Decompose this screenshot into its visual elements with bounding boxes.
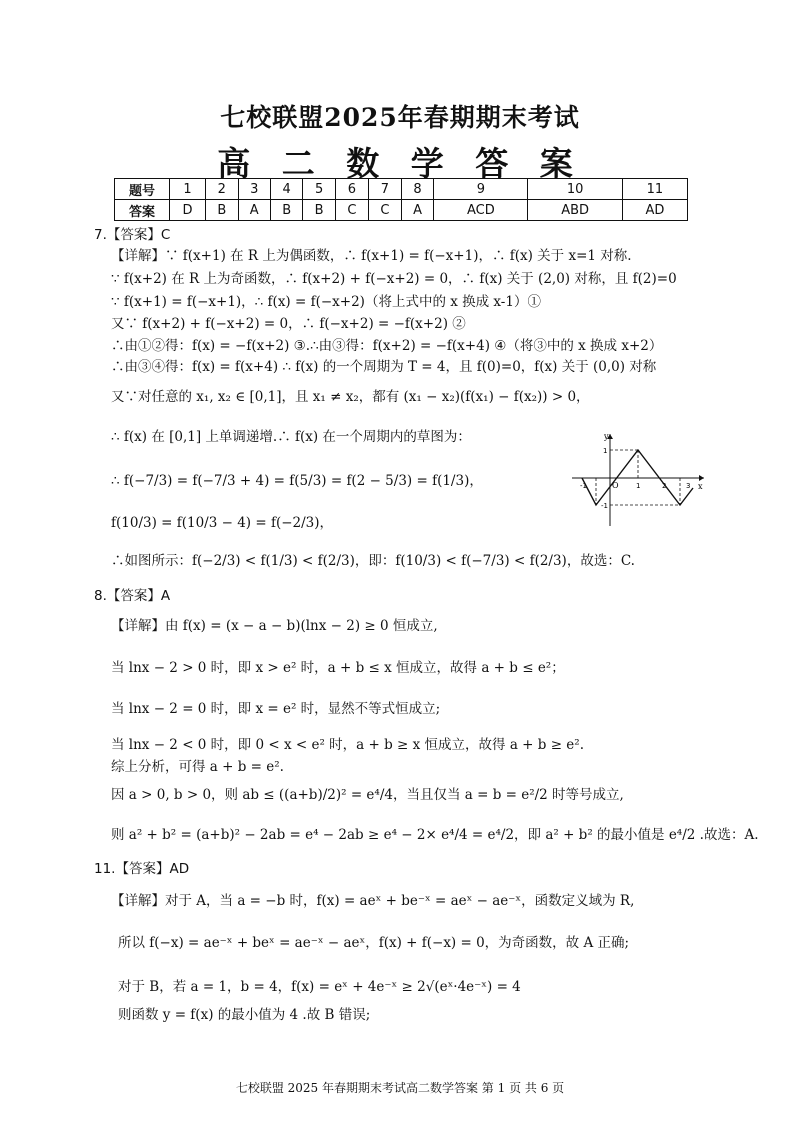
table-cell: 10 [528,179,622,200]
tick-label: 3 [686,482,691,490]
table-cell: 4 [270,179,302,200]
table-cell: 7 [368,179,401,200]
q8-line-5: 综上分析，可得 a + b = e². [111,759,284,775]
table-cell: 11 [622,179,687,200]
origin-label: O [612,481,619,490]
table-cell: ACD [434,200,528,221]
table-cell: A [401,200,433,221]
table-cell: 8 [401,179,433,200]
table-header-answer: 答案 [115,200,170,221]
tick-label: 1 [636,482,641,490]
table-cell: D [170,200,206,221]
q8-line-6: 因 a > 0, b > 0，则 ab ≤ ((a+b)/2)² = e⁴/4，当且仅当 a = b = e²/2 时等号成立, [111,787,624,803]
q8-line-4: 当 lnx − 2 < 0 时，即 0 < x < e² 时，a + b ≥ x 恒成立，故得 a + b ≥ e². [111,737,584,753]
page-footer: 七校联盟 2025 年春期期末考试高二数学答案 第 1 页 共 6 页 [235,1081,565,1095]
q11-line-1: 【详解】对于 A，当 a = −b 时，f(x) = aeˣ + be⁻ˣ = aeˣ − ae⁻ˣ，函数定义域为 R, [111,893,635,909]
tick-label: -1 [580,482,587,490]
table-cell: ABD [528,200,622,221]
q7-line-7: 又∵对任意的 x₁, x₂ ∈ [0,1]，且 x₁ ≠ x₂，都有 (x₁ − x₂)(f(x₁) − f(x₂)) > 0， [111,389,590,405]
q7-function-sketch [568,430,708,530]
table-header-number: 题号 [115,179,170,200]
q7-line-8: ∴ f(x) 在 [0,1] 上单调递增.∴ f(x) 在一个周期内的草图为： [111,429,471,445]
q11-line-3: 对于 B，若 a = 1，b = 4，f(x) = eˣ + 4e⁻ˣ ≥ 2√(eˣ·4e⁻ˣ) = 4 [118,979,521,995]
exam-title: 七校联盟2025年春期期末考试 [220,103,580,132]
q7-line-1: 【详解】∵ f(x+1) 在 R 上为偶函数，∴ f(x+1) = f(−x+1)，∴ f(x) 关于 x=1 对称. [111,248,632,264]
q8-answer-heading: 8.【答案】A [94,588,171,604]
table-cell: AD [622,200,687,221]
table-cell: B [303,200,335,221]
table-cell: A [238,200,270,221]
q8-line-3: 当 lnx − 2 = 0 时，即 x = e² 时，显然不等式恒成立; [111,701,441,717]
q7-line-3: ∵ f(x+1) = f(−x+1)，∴ f(x) = f(−x+2)（将上式中的 x 换成 x-1）① [111,294,541,310]
table-cell: B [206,200,238,221]
table-cell: 9 [434,179,528,200]
table-cell: 5 [303,179,335,200]
x-axis-arrow [699,475,704,481]
tick-label: 1 [603,447,608,455]
table-cell: C [368,200,401,221]
q8-line-1: 【详解】由 f(x) = (x − a − b)(lnx − 2) ≥ 0 恒成立, [111,618,438,634]
table-cell: 3 [238,179,270,200]
q7-line-11: ∴如图所示：f(−2/3) < f(1/3) < f(2/3)，即：f(10/3) < f(−7/3) < f(2/3)，故选：C. [111,553,635,569]
q11-line-2: 所以 f(−x) = ae⁻ˣ + beˣ = ae⁻ˣ − aeˣ，f(x) + f(−x) = 0，为奇函数，故 A 正确; [118,935,630,951]
tick-label: 2 [662,482,667,490]
table-row-numbers [115,179,688,200]
x-axis-label: x [698,482,703,491]
q7-line-2: ∵ f(x+2) 在 R 上为奇函数，∴ f(x+2) + f(−x+2) = 0，∴ f(x) 关于 (2,0) 对称，且 f(2)=0 [111,271,677,287]
q7-line-6: ∴由③④得：f(x) = f(x+4) ∴ f(x) 的一个周期为 T = 4，且 f(0)=0，f(x) 关于 (0,0) 对称 [111,359,657,375]
table-row-answers [115,200,688,221]
q7-line-9: ∴ f(−7/3) = f(−7/3 + 4) = f(5/3) = f(2 − 5/3) = f(1/3)， [111,473,483,489]
table-cell: 2 [206,179,238,200]
q7-line-5: ∴由①②得：f(x) = −f(x+2) ③.∴由③得：f(x+2) = −f(x+4) ④（将③中的 x 换成 x+2） [111,338,663,354]
y-axis-label: y [604,432,609,441]
answer-table [114,178,688,221]
table-cell: B [270,200,302,221]
q8-line-2: 当 lnx − 2 > 0 时，即 x > e² 时，a + b ≤ x 恒成立，故得 a + b ≤ e²； [111,660,565,676]
table-cell: 6 [335,179,368,200]
table-cell: 1 [170,179,206,200]
q8-line-7: 则 a² + b² = (a+b)² − 2ab = e⁴ − 2ab ≥ e⁴ − 2× e⁴/4 = e⁴/2，即 a² + b² 的最小值是 e⁴/2 .故选：A. [111,827,759,843]
q7-answer-heading: 7.【答案】C [94,227,171,243]
q7-line-4: 又∵ f(x+2) + f(−x+2) = 0，∴ f(−x+2) = −f(x+2) ② [111,316,466,332]
table-cell: C [335,200,368,221]
q11-answer-heading: 11.【答案】AD [94,861,190,877]
q11-line-4: 则函数 y = f(x) 的最小值为 4 .故 B 错误; [118,1007,371,1023]
exam-subtitle: 高 二 数 学 答 案 [217,144,583,183]
tick-label: -1 [601,502,608,510]
q7-line-10: f(10/3) = f(10/3 − 4) = f(−2/3)， [111,515,334,531]
